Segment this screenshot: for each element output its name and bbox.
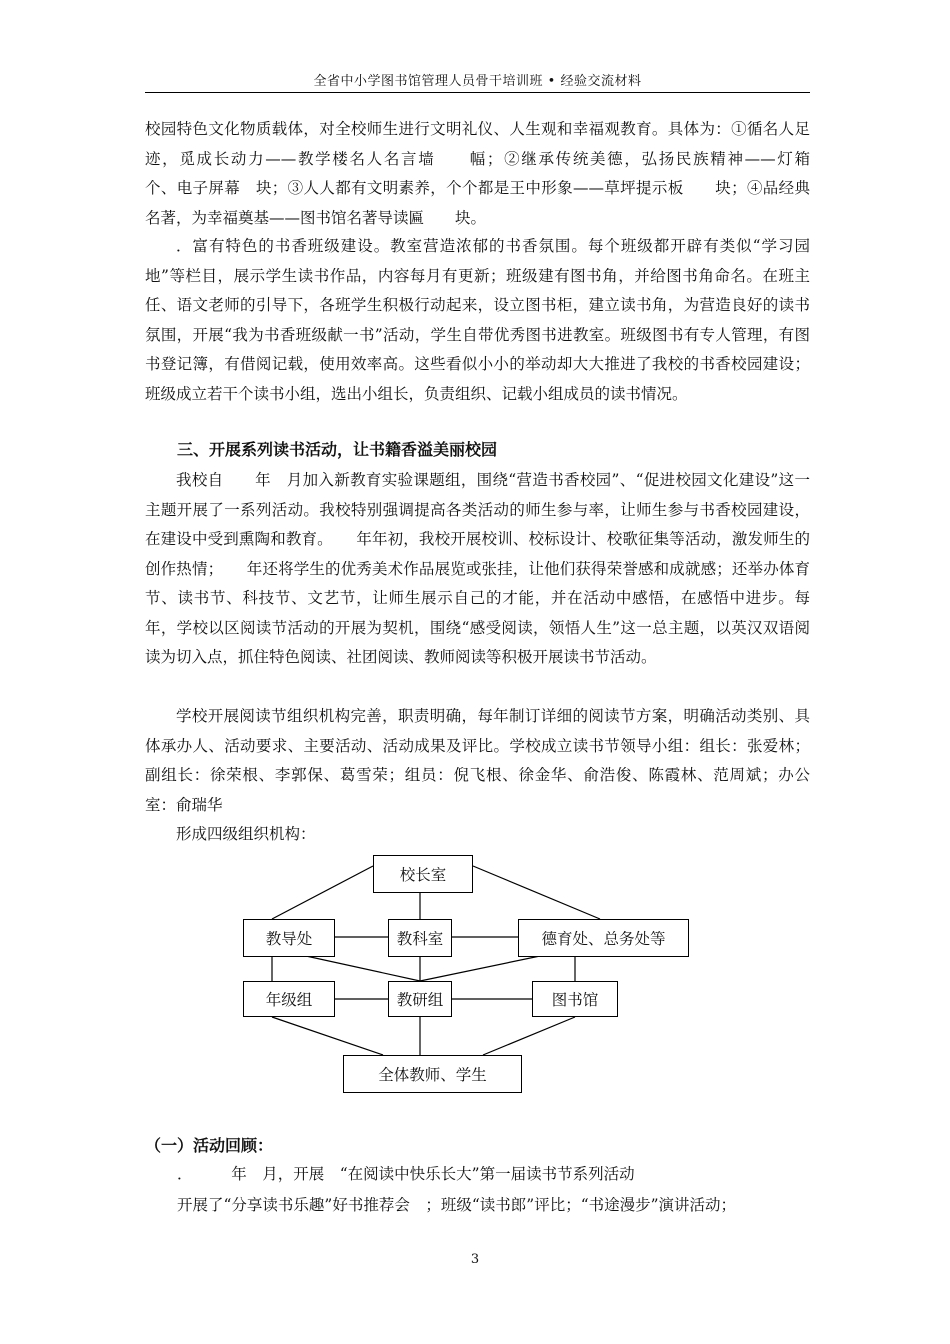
org-box-all: 全体教师、学生 — [343, 1055, 522, 1093]
activity-line-2: 开展了“分享读书乐趣”好书推荐会 ；班级“读书郎”评比；“书途漫步”演讲活动； — [177, 1196, 737, 1214]
org-box-teaching-research: 教研组 — [388, 981, 452, 1017]
org-box-grade-group: 年级组 — [243, 981, 335, 1017]
page-header: 全省中小学图书馆管理人员骨干培训班 • 经验交流材料 — [313, 74, 642, 89]
paragraph-1: 校园特色文化物质载体，对全校师生进行文明礼仪、人生观和幸福观教育。具体为：①循名人足迹，觅成长动力——教学楼名人名言墙 幅；②继承传统美德，弘扬民族精神——灯箱 个、电子屏幕 块；③人人都有文明素养，个个都是王中形象——草坪提示板 块；④品经典名著，为幸福奠基——图书馆名著导读匾 块。 — [145, 120, 842, 227]
activity-line-1: ． 年 月，开展 “在阅读中快乐长大”第一届读书节系列活动 — [177, 1165, 635, 1183]
org-box-library: 图书馆 — [532, 981, 618, 1017]
paragraph-3: 我校自 年 月加入新教育实验课题组，围绕“营造书香校园”、“促进校园文化建设”这一主题开展了一系列活动。我校特别强调提高各类活动的师生参与率，让师生参与书香校园建设，在建设中受到熏陶和教育。 年年初，我校开展校训、校标设计、校歌征集等活动，激发师生的创作热情； 年还将学生的优秀美术作品展览或张挂，让他们获得荣誉感和成就感；还举办体育节、读书节、科技节、文艺节，让师生展示自己的才能，并在活动中感悟，在感悟中进步。每年，学校以区阅读节活动的开展为契机，围绕“感受阅读，领悟人生”这一总主题，以英汉双语阅读为切入点，抓住特色阅读、社团阅读、教师阅读等积极开展读书节活动。 — [145, 471, 810, 666]
section-heading-3: 三、开展系列读书活动，让书籍香溢美丽校园 — [177, 440, 498, 459]
org-box-academic-affairs: 教导处 — [243, 919, 335, 957]
org-box-research-office: 教科室 — [388, 919, 452, 957]
org-box-moral-general: 德育处、总务处等 — [518, 919, 689, 957]
paragraph-2: ．富有特色的书香班级建设。教室营造浓郁的书香氛围。每个班级都开辟有类似“学习园地”等栏目，展示学生读书作品，内容每月有更新；班级建有图书角，并给图书角命名。在班主任、语文老师的引导下，各班学生积极行动起来，设立图书柜，建立读书角，为营造良好的读书氛围，开展“我为书香班级献一书”活动，学生自带优秀图书进教室。班级图书有专人管理，有图书登记簿，有借阅记载，使用效率高。这些看似小小的举动却大大推进了我校的书香校园建设；班级成立若干个读书小组，选出小组长，负责组织、记载小组成员的读书情况。 — [145, 237, 810, 403]
page-number: 3 — [470, 1252, 480, 1267]
paragraph-4: 学校开展阅读节组织机构完善，职责明确，每年制订详细的阅读节方案，明确活动类别、具体承办人、活动要求、主要活动、活动成果及评比。学校成立读书节领导小组：组长：张爱林；副组长：徐荣根、李郭保、葛雪荣；组员：倪飞根、徐金华、俞浩俊、陈霞林、范周斌；办公室：俞瑞华 — [145, 707, 810, 814]
paragraph-5: 形成四级组织机构： — [176, 825, 316, 843]
subsection-heading: （一）活动回顾： — [145, 1136, 274, 1155]
org-box-principal: 校长室 — [373, 855, 473, 893]
